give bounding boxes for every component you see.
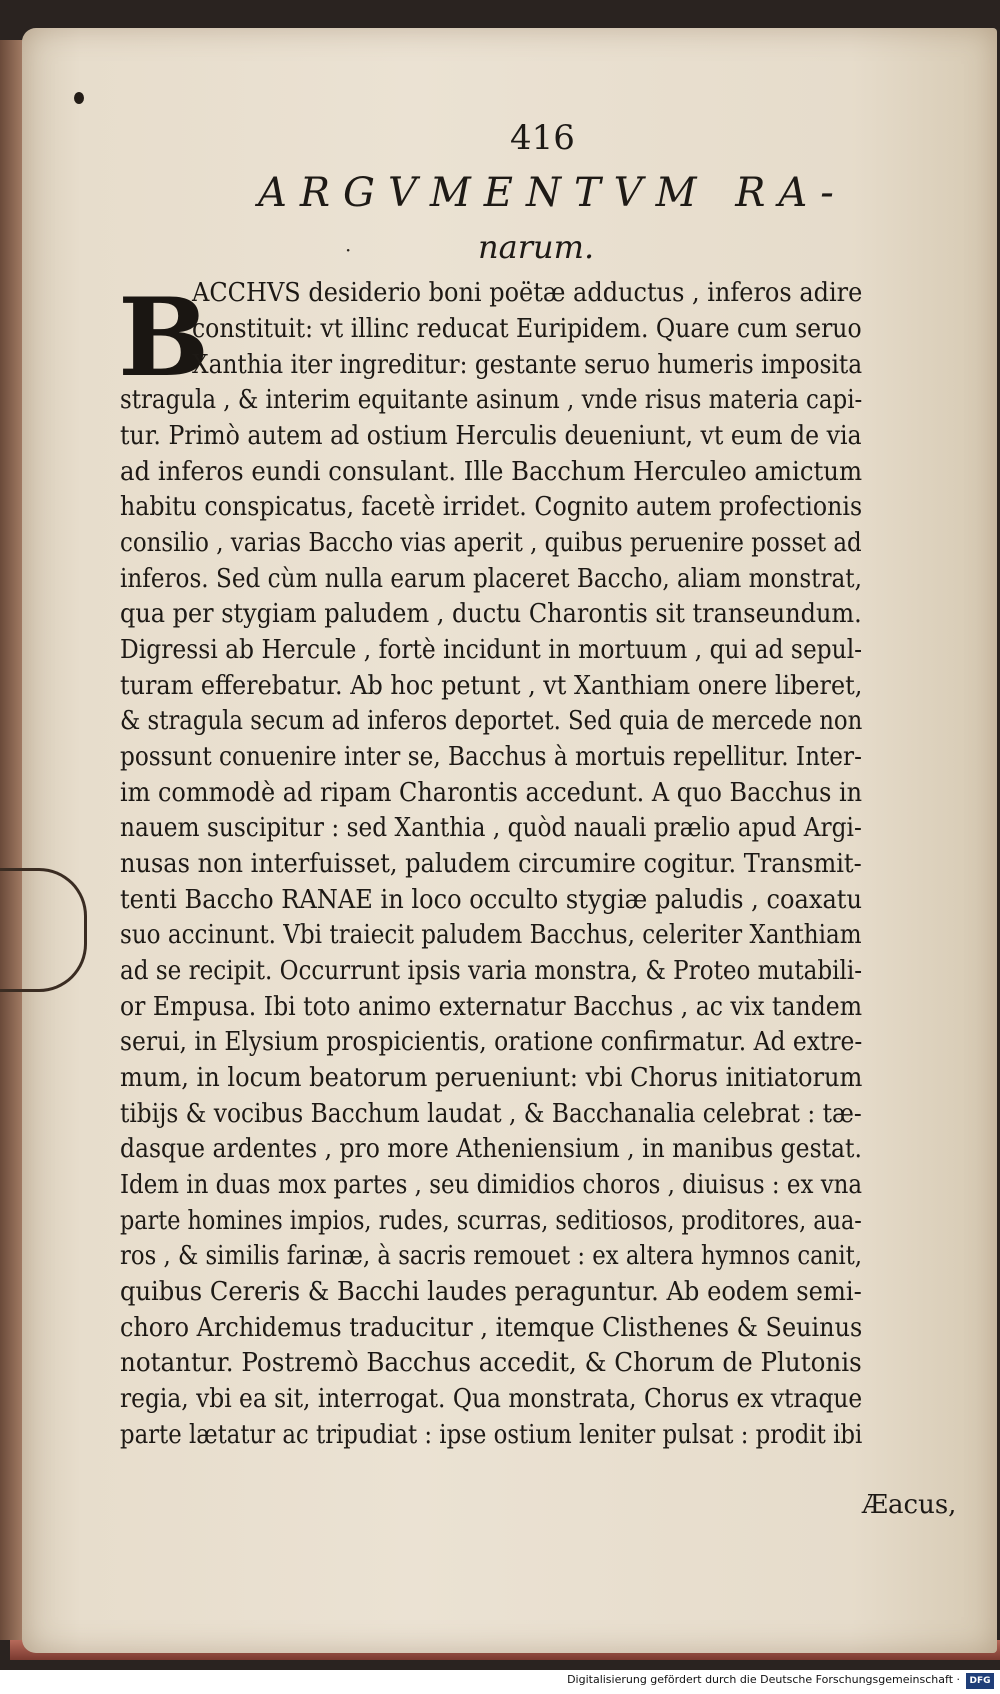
text-line: tur. Primò autem ad ostium Herculis deueniunt, vt eum de via — [120, 420, 862, 451]
text-line: or Empusa. Ibi toto animo externatur Bacchus , ac vix tandem — [120, 991, 863, 1022]
text-line: tenti Baccho RANAE in loco occulto stygiæ paludis , coaxatu — [120, 884, 863, 915]
text-line: notantur. Postremò Bacchus accedit, & Chorum de Plutonis — [120, 1347, 862, 1378]
text-line: suo accinunt. Vbi traiecit paludem Bacchus, celeriter Xanthiam — [120, 919, 862, 950]
footer-credit: Digitalisierung gefördert durch die Deutsche Forschungsgemeinschaft · — [567, 1673, 960, 1686]
page-number: 416 — [510, 118, 575, 158]
text-line: ACCHVS desiderio boni poëtæ adductus , inferos adire — [192, 277, 863, 308]
text-line: Xanthia iter ingreditur: gestante seruo humeris imposita — [192, 349, 863, 380]
text-line: ad inferos eundi consulant. Ille Bacchum Herculeo amictum — [120, 456, 863, 487]
text-line: serui, in Elysium prospicientis, oratione confirmatur. Ad extre- — [120, 1026, 863, 1057]
dfg-logo: DFG — [966, 1673, 994, 1689]
text-line: Idem in duas mox partes , seu dimidios choros , diuisus : ex vna — [120, 1169, 863, 1200]
text-line: & stragula secum ad inferos deportet. Sed quia de mercede non — [120, 705, 863, 736]
text-line: ad se recipit. Occurrunt ipsis varia monstra, & Proteo mutabili- — [120, 955, 863, 986]
text-line: nauem suscipitur : sed Xanthia , quòd nauali prælio apud Argi- — [120, 812, 862, 843]
title-dot: · — [345, 238, 352, 262]
ink-speck — [74, 92, 84, 104]
text-line: nusas non interfuisset, paludem circumire cogitur. Transmit- — [120, 848, 862, 879]
text-line: stragula , & interim equitante asinum , vnde risus materia capi- — [120, 384, 863, 415]
text-line: mum, in locum beatorum perueniunt: vbi Chorus initiatorum — [120, 1062, 863, 1093]
text-line: ros , & similis farinæ, à sacris remouet : ex altera hymnos canit, — [120, 1240, 862, 1271]
text-line: quibus Cereris & Bacchi laudes peraguntur. Ab eodem semi- — [120, 1276, 862, 1307]
text-line: im commodè ad ripam Charontis accedunt. A quo Bacchus in — [120, 777, 863, 808]
text-line: regia, vbi ea sit, interrogat. Qua monstrata, Chorus ex vtraque — [120, 1383, 863, 1414]
text-line: tibijs & vocibus Bacchum laudat , & Bacchanalia celebrat : tæ- — [120, 1098, 862, 1129]
page-title: ARGVMENTVM RA- — [258, 170, 847, 216]
text-line: qua per stygiam paludem , ductu Charontis sit transeundum. — [120, 598, 862, 629]
catchword: Æacus, — [862, 1490, 957, 1520]
text-line: Digressi ab Hercule , fortè incidunt in mortuum , qui ad sepul- — [120, 634, 863, 665]
text-line: possunt conuenire inter se, Bacchus à mortuis repellitur. Inter- — [120, 741, 862, 772]
page-clip — [0, 868, 87, 992]
text-line: habitu conspicatus, facetè irridet. Cognito autem profectionis — [120, 491, 863, 522]
digitization-footer — [0, 1670, 1000, 1694]
drop-cap: B — [118, 275, 210, 401]
text-line: dasque ardentes , pro more Atheniensium , in manibus gestat. — [120, 1133, 862, 1164]
text-line: parte lætatur ac tripudiat : ipse ostium leniter pulsat : prodit ibi — [120, 1419, 863, 1450]
text-line: turam efferebatur. Ab hoc petunt , vt Xanthiam onere liberet, — [120, 670, 863, 701]
text-line: constituit: vt illinc reducat Euripidem. Quare cum seruo — [192, 313, 862, 344]
text-line: inferos. Sed cùm nulla earum placeret Baccho, aliam monstrat, — [120, 563, 862, 594]
page-title-continuation: narum. — [478, 228, 595, 266]
text-line: consilio , varias Baccho vias aperit , quibus peruenire posset ad — [120, 527, 862, 558]
text-line: choro Archidemus traducitur , itemque Clisthenes & Seuinus — [120, 1312, 863, 1343]
text-line: parte homines impios, rudes, scurras, seditiosos, proditores, aua- — [120, 1205, 862, 1236]
